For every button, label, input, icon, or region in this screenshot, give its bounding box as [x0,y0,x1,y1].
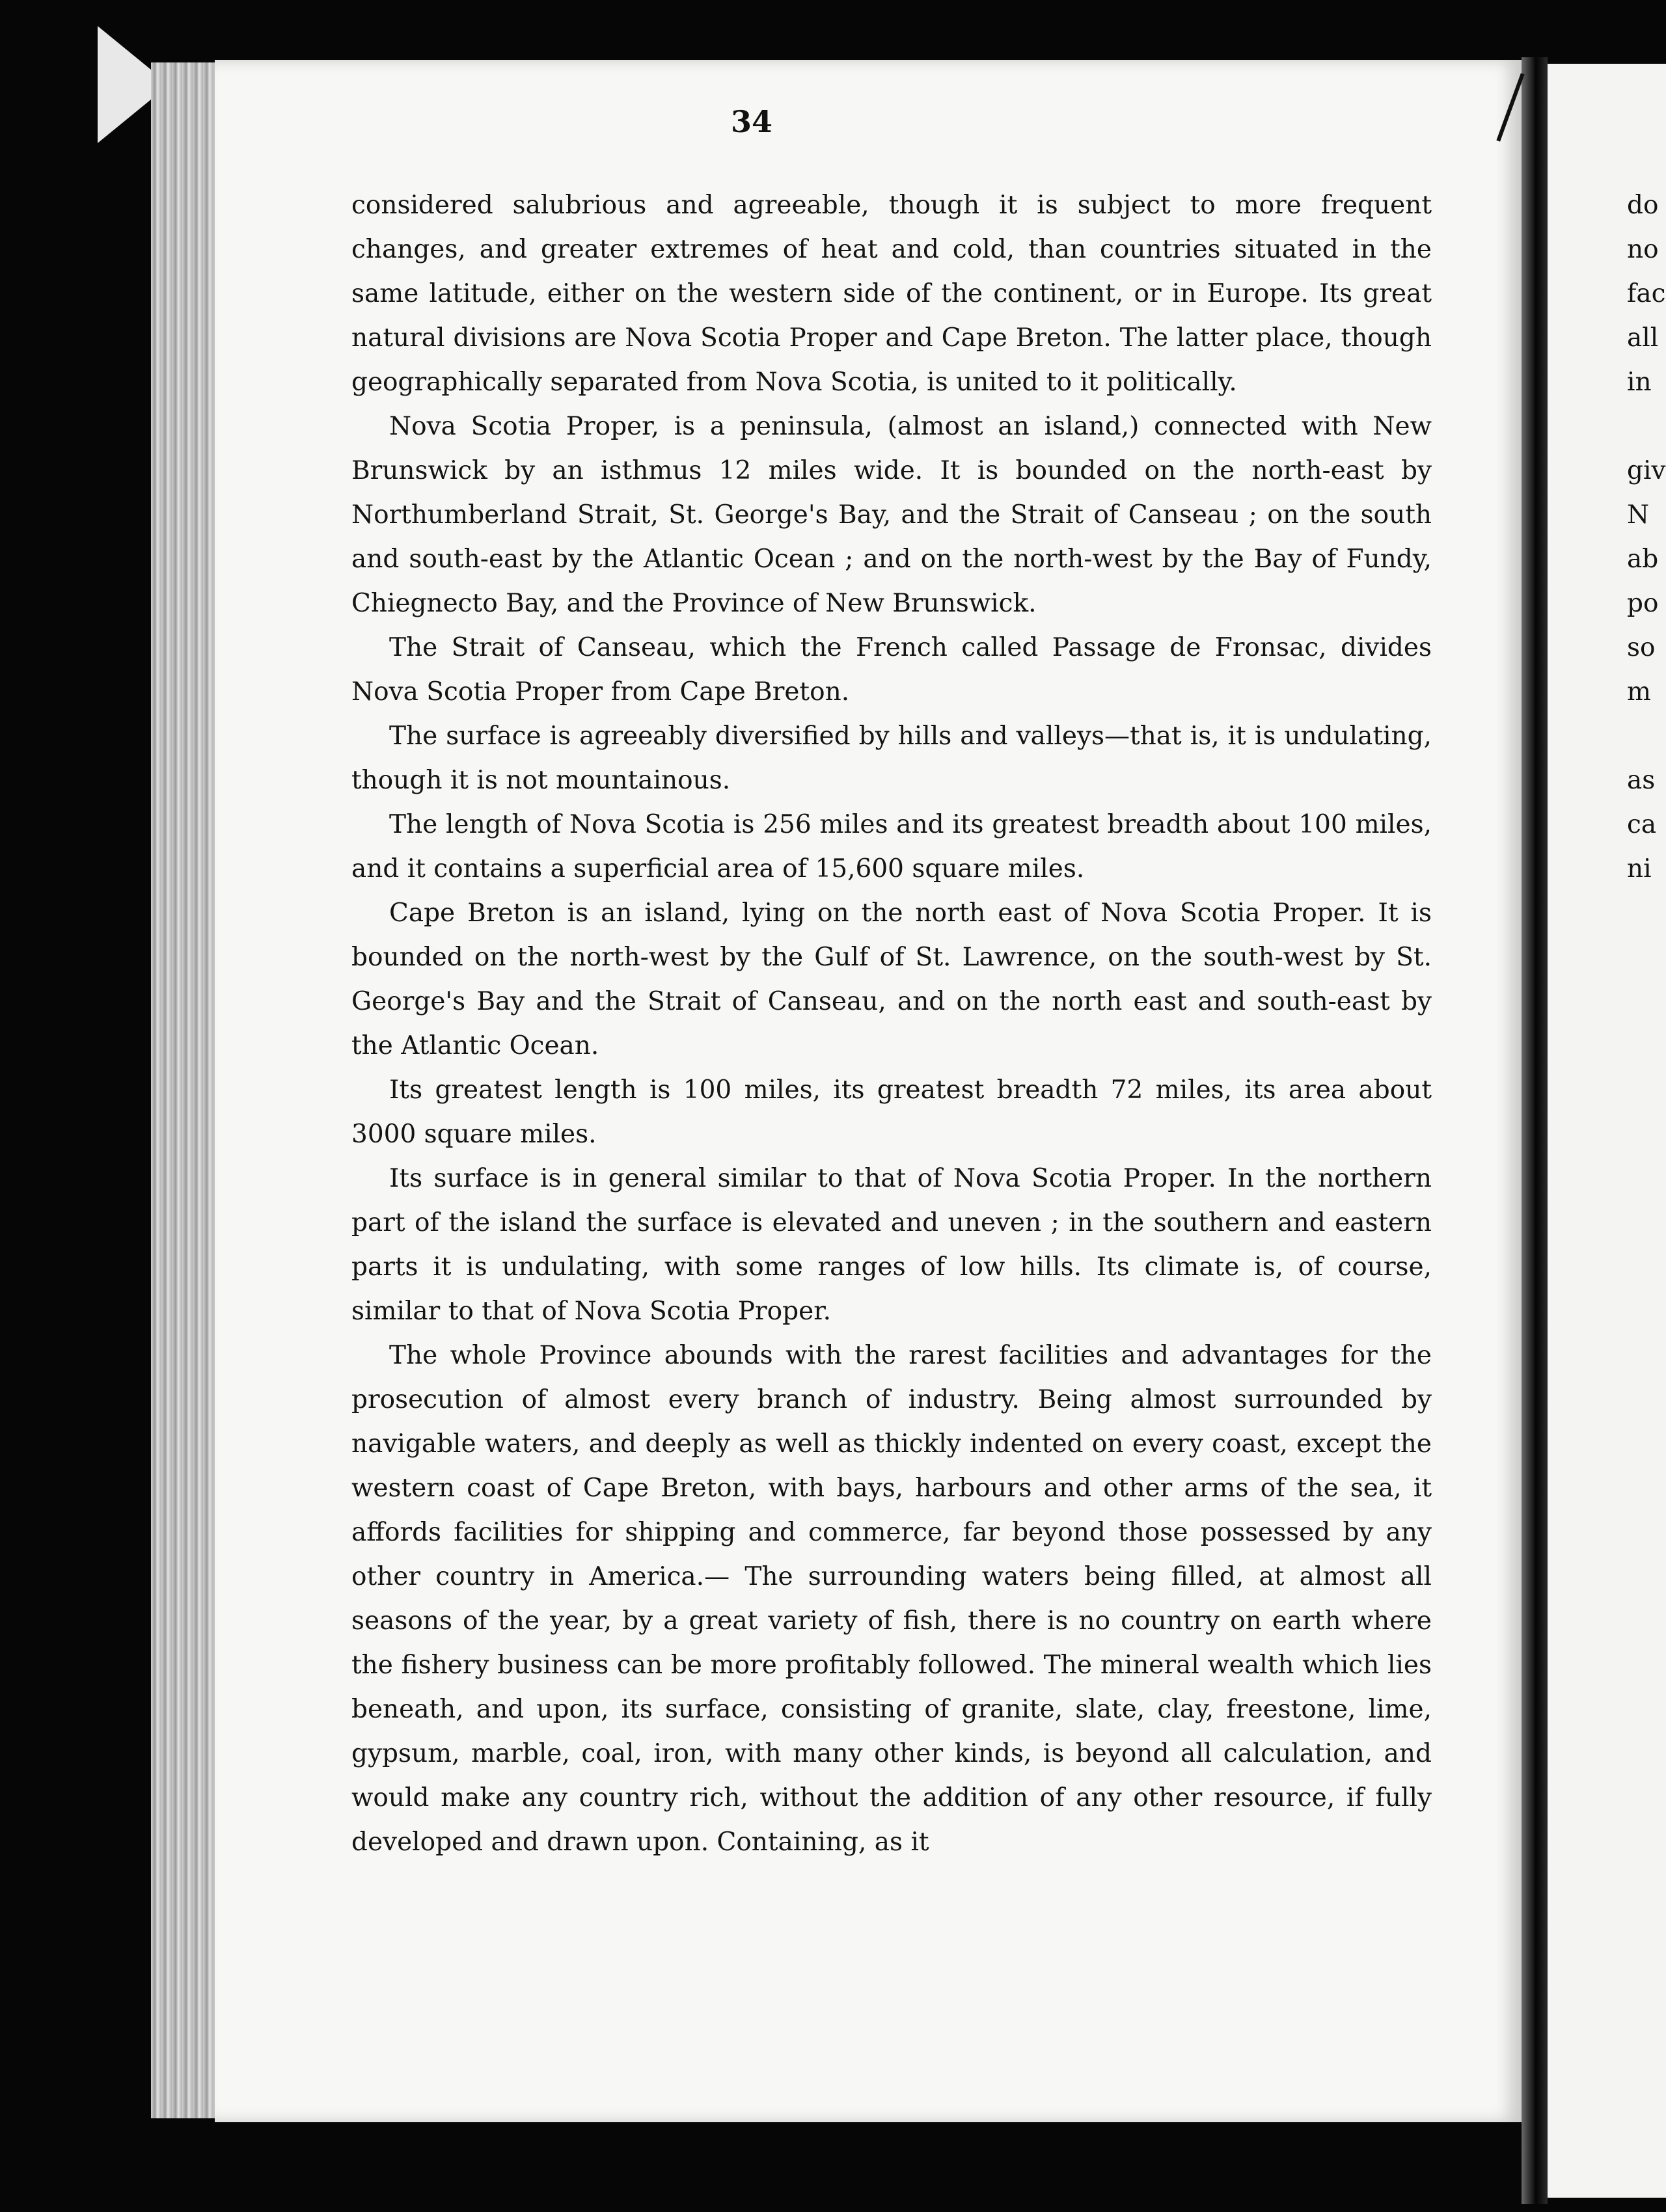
fragment-line: m [1627,677,1651,707]
fragment-line: fac [1627,279,1666,308]
fragment-line: in [1627,368,1652,397]
fragment-line: so [1627,633,1656,662]
fragment-line: do [1627,191,1659,220]
fragment-line: ab [1627,545,1659,574]
paragraph-9: The whole Province abounds with the rarest facilities and advantages for the prosecution of almost every branch of industry. Being almost surrounded by navigable waters, and deeply as well as thickly indented on every coast, except the western coast of Cape Breton, with bays, harbours and other arms of the sea, it affords facilities for shipping and commerce, far beyond those possessed by any other country in America.— The surrounding waters being filled, at almost all seasons of the year, by a great variety of fish, there is no country on earth where the fishery business can be more profitably followed. The mineral wealth which lies beneath, and upon, its surface, consisting of granite, slate, clay, freestone, lime, gypsum, marble, coal, iron, with many other kinds, is beyond all calculation, and would make any country rich, without the addition of any other resource, if fully developed and drawn upon. Containing, as it [351,1341,1432,1857]
fragment-line: N [1627,500,1650,530]
fragment-line: ca [1627,810,1657,839]
fragment-line: giv [1627,456,1666,485]
fragment-line [1627,405,1666,449]
fragment-line: as [1627,766,1656,795]
fragment-line: po [1627,589,1659,618]
paragraph-8: Its surface is in general similar to that of Nova Scotia Proper. In the northern part of the island the surface is elevated and uneven ; in the southern and eastern parts it is undulating, with some ranges of low hills. Its climate is, of course, similar to that of Nova Scotia Proper. [351,1164,1432,1326]
page-edges [151,62,216,2118]
paragraph-6: Cape Breton is an island, lying on the north east of Nova Scotia Proper. It is bounded on the north-west by the Gulf of St. Lawrence, on the south-west by St. George's Bay and the Strait of Canseau, and on the north east and south-east by the Atlantic Ocean. [351,898,1432,1060]
page-number: 34 [730,104,772,139]
fragment-line: all [1627,323,1659,353]
paragraph-7: Its greatest length is 100 miles, its greatest breadth 72 miles, its area about 3000 square miles. [351,1075,1432,1149]
fragment-line [1627,714,1666,759]
book-gutter [1522,57,1548,2204]
fragment-line: ni [1627,854,1652,883]
paragraph-2: Nova Scotia Proper, is a peninsula, (almost an island,) connected with New Brunswick by an isthmus 12 miles wide. It is bounded on the north-east by Northumberland Strait, St. George's Bay, and the Strait of Canseau ; on the south and south-east by the Atlantic Ocean ; and on the north-west by the Bay of Fundy, Chiegnecto Bay, and the Province of New Brunswick. [351,412,1432,618]
page-body [351,183,1432,1865]
paragraph-1: considered salubrious and agreeable, though it is subject to more frequent changes, and greater extremes of heat and cold, than countries situated in the same latitude, either on the western side of the continent, or in Europe. Its great natural divisions are Nova Scotia Proper and Cape Breton. The latter place, though geographically separated from Nova Scotia, is united to it politically. [351,191,1432,397]
paragraph-3: The Strait of Canseau, which the French called Passage de Fronsac, divides Nova Scotia Proper from Cape Breton. [351,633,1432,707]
paragraph-5: The length of Nova Scotia is 256 miles and its greatest breadth about 100 miles, and it contains a superficial area of 15,600 square miles. [351,810,1432,883]
facing-page-fragments [1627,183,1666,891]
fragment-line: no [1627,235,1659,264]
paragraph-4: The surface is agreeably diversified by hills and valleys—that is, it is undulating, though it is not mountainous. [351,722,1432,795]
